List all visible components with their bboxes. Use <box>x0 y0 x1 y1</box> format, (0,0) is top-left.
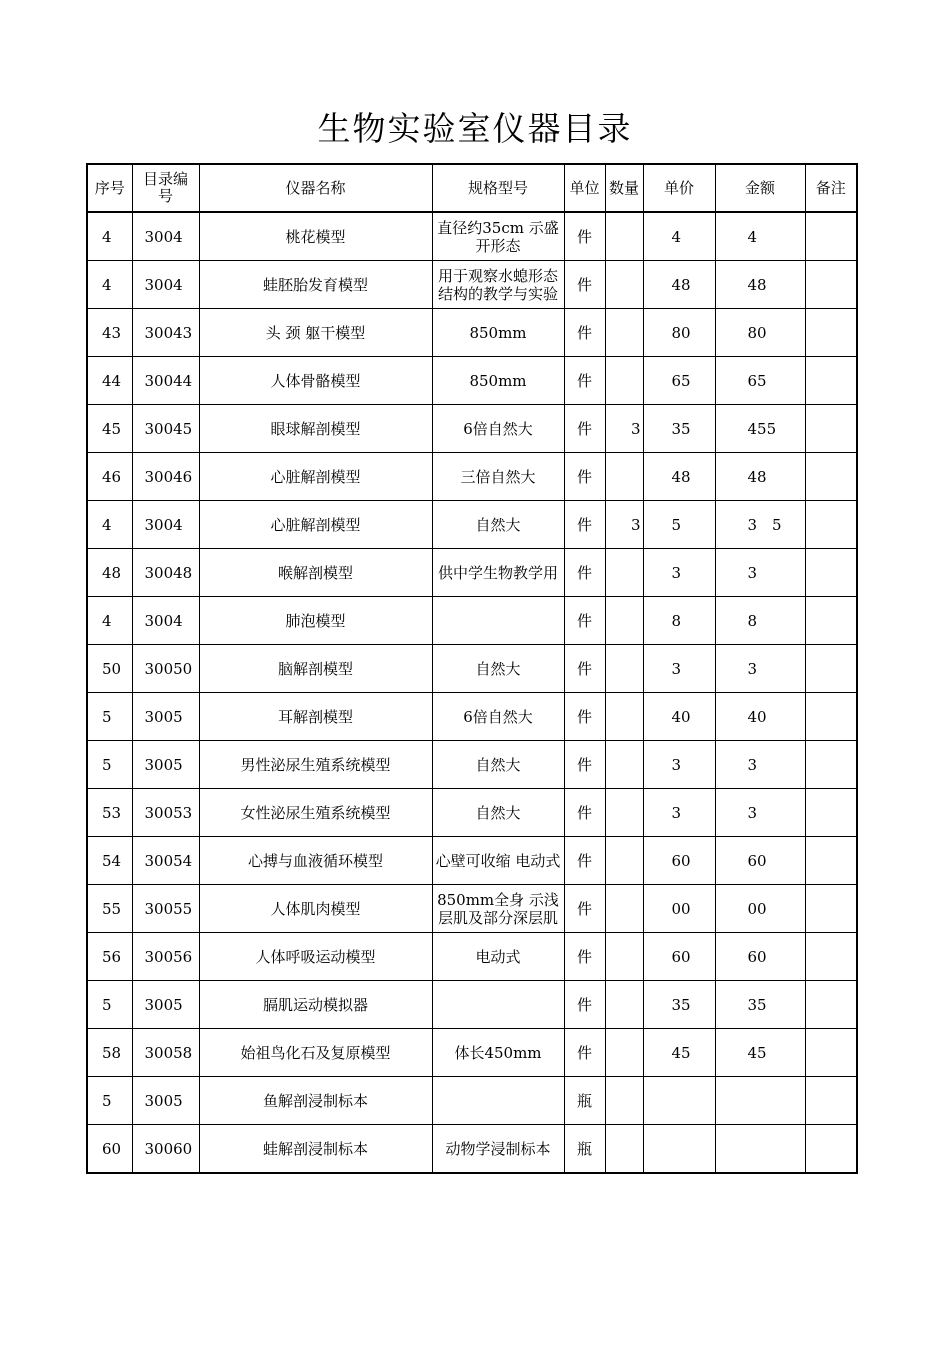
cell-name: 心脏解剖模型 <box>199 453 432 501</box>
cell-qty <box>605 453 643 501</box>
cell-spec <box>432 1077 564 1125</box>
cell-note <box>805 741 857 789</box>
cell-qty <box>605 309 643 357</box>
cell-qty <box>605 837 643 885</box>
cell-note <box>805 453 857 501</box>
cell-amount: 4 <box>715 212 805 261</box>
table-header-row <box>87 164 857 212</box>
cell-note <box>805 597 857 645</box>
cell-code: 30050 <box>132 645 199 693</box>
table-row <box>87 837 857 885</box>
cell-seq: 5 <box>87 741 132 789</box>
cell-seq: 4 <box>87 261 132 309</box>
header-unit: 单位 <box>564 164 605 212</box>
cell-seq: 5 <box>87 981 132 1029</box>
cell-code: 30046 <box>132 453 199 501</box>
cell-seq: 45 <box>87 405 132 453</box>
cell-name: 蛙胚胎发育模型 <box>199 261 432 309</box>
header-price: 单价 <box>643 164 715 212</box>
cell-amount: 00 <box>715 885 805 933</box>
cell-spec: 850mm全身 示浅层肌及部分深层肌 <box>432 885 564 933</box>
cell-spec: 6倍自然大 <box>432 405 564 453</box>
cell-amount: 3 5 <box>715 501 805 549</box>
table-row <box>87 885 857 933</box>
cell-name: 蛙解剖浸制标本 <box>199 1125 432 1174</box>
header-code: 目录编号 <box>132 164 199 212</box>
cell-name: 膈肌运动模拟器 <box>199 981 432 1029</box>
cell-note <box>805 357 857 405</box>
cell-seq: 44 <box>87 357 132 405</box>
cell-seq: 4 <box>87 212 132 261</box>
cell-spec: 供中学生物教学用 <box>432 549 564 597</box>
table-row <box>87 789 857 837</box>
cell-qty <box>605 212 643 261</box>
table-row <box>87 453 857 501</box>
cell-price: 35 <box>643 405 715 453</box>
cell-price: 00 <box>643 885 715 933</box>
cell-code: 3004 <box>132 212 199 261</box>
cell-unit: 件 <box>564 933 605 981</box>
cell-price: 60 <box>643 837 715 885</box>
cell-name: 人体肌肉模型 <box>199 885 432 933</box>
instrument-catalog-table <box>86 163 858 1174</box>
cell-qty <box>605 693 643 741</box>
cell-spec: 动物学浸制标本 <box>432 1125 564 1174</box>
page-title: 生物实验室仪器目录 <box>317 109 633 148</box>
cell-code: 30053 <box>132 789 199 837</box>
cell-price: 8 <box>643 597 715 645</box>
cell-price <box>643 1125 715 1174</box>
cell-amount: 35 <box>715 981 805 1029</box>
cell-note <box>805 645 857 693</box>
cell-amount: 45 <box>715 1029 805 1077</box>
cell-seq: 60 <box>87 1125 132 1174</box>
cell-qty <box>605 981 643 1029</box>
cell-seq: 53 <box>87 789 132 837</box>
cell-note <box>805 1077 857 1125</box>
cell-code: 30058 <box>132 1029 199 1077</box>
cell-name: 始祖鸟化石及复原模型 <box>199 1029 432 1077</box>
cell-qty <box>605 741 643 789</box>
cell-name: 心搏与血液循环模型 <box>199 837 432 885</box>
table-row <box>87 212 857 261</box>
cell-code: 30044 <box>132 357 199 405</box>
cell-price: 48 <box>643 453 715 501</box>
cell-price: 3 <box>643 549 715 597</box>
table-row <box>87 549 857 597</box>
cell-seq: 58 <box>87 1029 132 1077</box>
cell-spec: 自然大 <box>432 501 564 549</box>
cell-amount: 60 <box>715 933 805 981</box>
table-row <box>87 933 857 981</box>
cell-code: 30054 <box>132 837 199 885</box>
cell-code: 3005 <box>132 741 199 789</box>
cell-qty <box>605 789 643 837</box>
cell-amount: 65 <box>715 357 805 405</box>
cell-spec <box>432 597 564 645</box>
cell-unit: 件 <box>564 549 605 597</box>
cell-spec <box>432 981 564 1029</box>
cell-code: 30045 <box>132 405 199 453</box>
cell-seq: 48 <box>87 549 132 597</box>
cell-note <box>805 885 857 933</box>
cell-seq: 46 <box>87 453 132 501</box>
cell-code: 3004 <box>132 261 199 309</box>
cell-unit: 件 <box>564 693 605 741</box>
cell-name: 桃花模型 <box>199 212 432 261</box>
cell-unit: 件 <box>564 501 605 549</box>
cell-qty <box>605 597 643 645</box>
cell-price: 60 <box>643 933 715 981</box>
header-name: 仪器名称 <box>199 164 432 212</box>
cell-price: 40 <box>643 693 715 741</box>
cell-spec: 自然大 <box>432 645 564 693</box>
table-row <box>87 645 857 693</box>
header-qty: 数量 <box>605 164 643 212</box>
cell-name: 脑解剖模型 <box>199 645 432 693</box>
cell-qty <box>605 1029 643 1077</box>
cell-price: 3 <box>643 789 715 837</box>
cell-amount <box>715 1077 805 1125</box>
table-row <box>87 1029 857 1077</box>
table-row <box>87 261 857 309</box>
cell-price: 45 <box>643 1029 715 1077</box>
cell-note <box>805 549 857 597</box>
header-note: 备注 <box>805 164 857 212</box>
table-row <box>87 501 857 549</box>
cell-spec: 电动式 <box>432 933 564 981</box>
cell-amount: 80 <box>715 309 805 357</box>
cell-unit: 件 <box>564 981 605 1029</box>
cell-note <box>805 837 857 885</box>
cell-amount <box>715 1125 805 1174</box>
cell-note <box>805 405 857 453</box>
cell-name: 人体骨骼模型 <box>199 357 432 405</box>
cell-unit: 件 <box>564 837 605 885</box>
table-row <box>87 1125 857 1174</box>
cell-note <box>805 261 857 309</box>
cell-code: 30048 <box>132 549 199 597</box>
cell-unit: 瓶 <box>564 1125 605 1174</box>
cell-note <box>805 309 857 357</box>
cell-spec: 自然大 <box>432 741 564 789</box>
header-spec: 规格型号 <box>432 164 564 212</box>
cell-unit: 瓶 <box>564 1077 605 1125</box>
cell-name: 肺泡模型 <box>199 597 432 645</box>
cell-name: 人体呼吸运动模型 <box>199 933 432 981</box>
cell-code: 30060 <box>132 1125 199 1174</box>
table-row <box>87 693 857 741</box>
cell-code: 3005 <box>132 981 199 1029</box>
cell-code: 3004 <box>132 597 199 645</box>
cell-qty <box>605 1125 643 1174</box>
cell-seq: 4 <box>87 597 132 645</box>
cell-unit: 件 <box>564 405 605 453</box>
cell-price: 3 <box>643 645 715 693</box>
cell-unit: 件 <box>564 212 605 261</box>
cell-seq: 43 <box>87 309 132 357</box>
cell-unit: 件 <box>564 597 605 645</box>
cell-name: 男性泌尿生殖系统模型 <box>199 741 432 789</box>
table-body <box>87 212 857 1173</box>
cell-amount: 48 <box>715 453 805 501</box>
cell-name: 耳解剖模型 <box>199 693 432 741</box>
table-row <box>87 309 857 357</box>
cell-amount: 455 <box>715 405 805 453</box>
cell-spec: 850mm <box>432 357 564 405</box>
cell-spec: 用于观察水螅形态结构的教学与实验 <box>432 261 564 309</box>
cell-seq: 4 <box>87 501 132 549</box>
cell-unit: 件 <box>564 789 605 837</box>
cell-note <box>805 1125 857 1174</box>
cell-unit: 件 <box>564 645 605 693</box>
table-row <box>87 405 857 453</box>
cell-unit: 件 <box>564 885 605 933</box>
cell-seq: 5 <box>87 693 132 741</box>
cell-code: 3005 <box>132 1077 199 1125</box>
cell-seq: 54 <box>87 837 132 885</box>
table-row <box>87 981 857 1029</box>
cell-spec: 三倍自然大 <box>432 453 564 501</box>
cell-name: 女性泌尿生殖系统模型 <box>199 789 432 837</box>
cell-amount: 8 <box>715 597 805 645</box>
cell-seq: 5 <box>87 1077 132 1125</box>
cell-qty <box>605 1077 643 1125</box>
cell-name: 喉解剖模型 <box>199 549 432 597</box>
table-row <box>87 1077 857 1125</box>
cell-code: 30055 <box>132 885 199 933</box>
cell-spec: 直径约35cm 示盛开形态 <box>432 212 564 261</box>
cell-price <box>643 1077 715 1125</box>
cell-note <box>805 1029 857 1077</box>
cell-spec: 心壁可收缩 电动式 <box>432 837 564 885</box>
cell-qty <box>605 549 643 597</box>
cell-qty <box>605 645 643 693</box>
cell-unit: 件 <box>564 261 605 309</box>
header-amount: 金额 <box>715 164 805 212</box>
cell-amount: 3 <box>715 741 805 789</box>
cell-note <box>805 693 857 741</box>
cell-code: 3004 <box>132 501 199 549</box>
cell-note <box>805 933 857 981</box>
cell-price: 65 <box>643 357 715 405</box>
cell-spec: 自然大 <box>432 789 564 837</box>
cell-seq: 50 <box>87 645 132 693</box>
cell-qty <box>605 261 643 309</box>
cell-unit: 件 <box>564 309 605 357</box>
cell-qty <box>605 885 643 933</box>
cell-amount: 48 <box>715 261 805 309</box>
header-seq: 序号 <box>87 164 132 212</box>
cell-qty: 3 <box>605 501 643 549</box>
table-row <box>87 741 857 789</box>
cell-code: 30043 <box>132 309 199 357</box>
cell-qty <box>605 933 643 981</box>
cell-code: 30056 <box>132 933 199 981</box>
cell-price: 80 <box>643 309 715 357</box>
cell-amount: 40 <box>715 693 805 741</box>
cell-seq: 56 <box>87 933 132 981</box>
cell-amount: 60 <box>715 837 805 885</box>
cell-note <box>805 212 857 261</box>
table-row <box>87 597 857 645</box>
cell-seq: 55 <box>87 885 132 933</box>
cell-note <box>805 501 857 549</box>
cell-name: 头 颈 躯干模型 <box>199 309 432 357</box>
cell-price: 48 <box>643 261 715 309</box>
cell-code: 3005 <box>132 693 199 741</box>
cell-spec: 850mm <box>432 309 564 357</box>
cell-qty <box>605 357 643 405</box>
cell-price: 4 <box>643 212 715 261</box>
cell-amount: 3 <box>715 645 805 693</box>
cell-unit: 件 <box>564 357 605 405</box>
cell-name: 鱼解剖浸制标本 <box>199 1077 432 1125</box>
cell-name: 心脏解剖模型 <box>199 501 432 549</box>
table-row <box>87 357 857 405</box>
cell-spec: 体长450mm <box>432 1029 564 1077</box>
cell-spec: 6倍自然大 <box>432 693 564 741</box>
cell-price: 35 <box>643 981 715 1029</box>
cell-name: 眼球解剖模型 <box>199 405 432 453</box>
cell-amount: 3 <box>715 549 805 597</box>
cell-note <box>805 981 857 1029</box>
cell-price: 5 <box>643 501 715 549</box>
cell-unit: 件 <box>564 741 605 789</box>
cell-note <box>805 789 857 837</box>
cell-amount: 3 <box>715 789 805 837</box>
cell-qty: 3 <box>605 405 643 453</box>
cell-price: 3 <box>643 741 715 789</box>
cell-unit: 件 <box>564 1029 605 1077</box>
cell-unit: 件 <box>564 453 605 501</box>
